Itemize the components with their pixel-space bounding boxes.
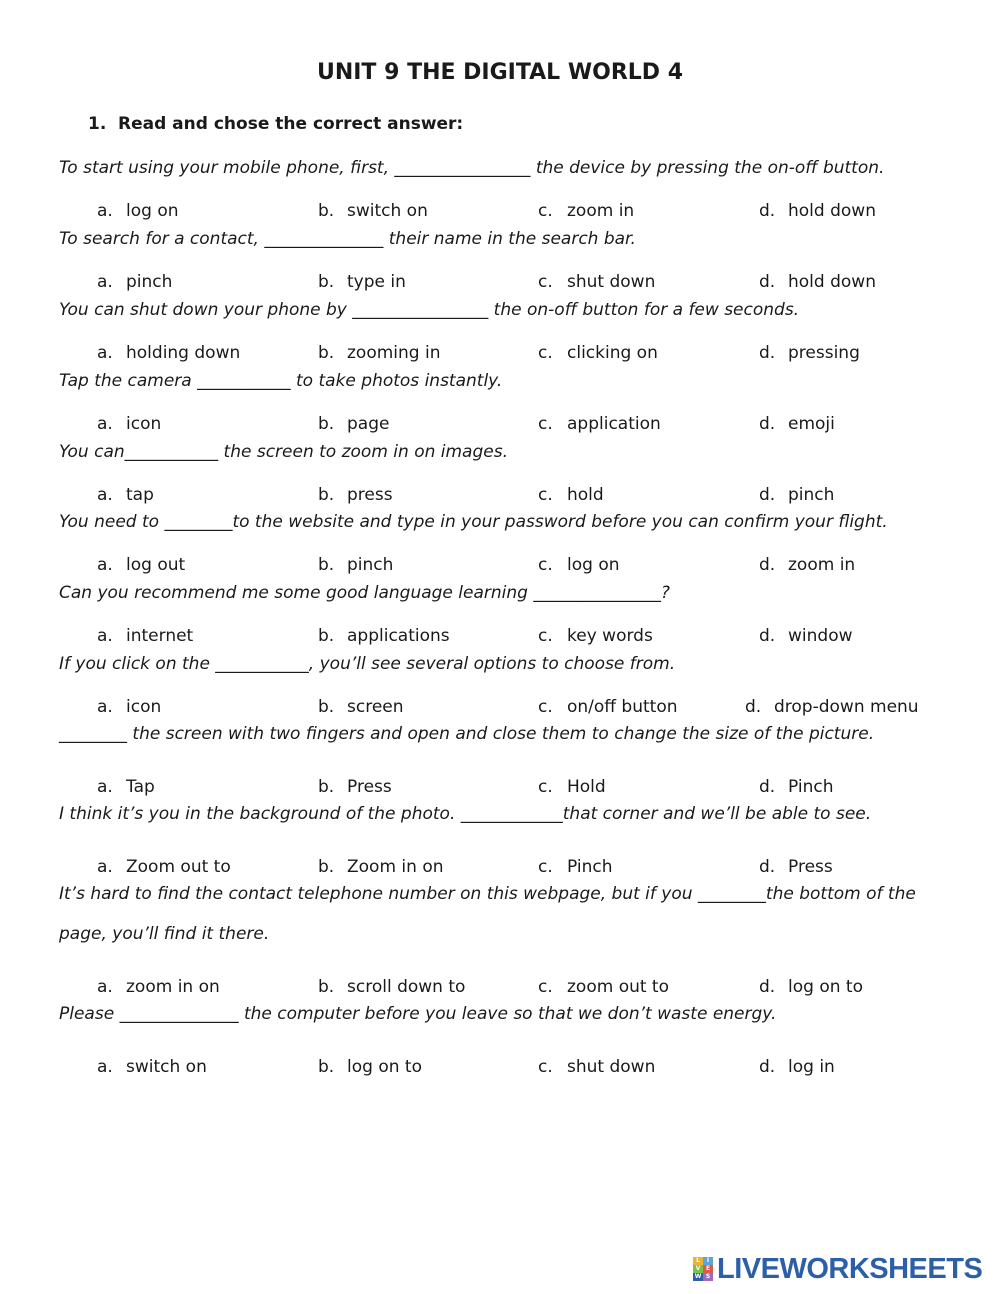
option-label: key words bbox=[567, 626, 653, 646]
option-label: zoom in bbox=[567, 201, 635, 221]
option-letter: b. bbox=[318, 343, 335, 363]
liveworksheets-logo bbox=[693, 1254, 982, 1284]
option-a[interactable] bbox=[97, 414, 161, 434]
option-letter: c. bbox=[538, 414, 553, 434]
option-d[interactable] bbox=[759, 626, 853, 646]
option-letter: a. bbox=[97, 201, 113, 221]
option-b[interactable] bbox=[318, 626, 450, 646]
option-a[interactable] bbox=[97, 1057, 207, 1077]
option-letter: c. bbox=[538, 555, 553, 575]
option-letter: d. bbox=[759, 555, 776, 575]
option-label: pinch bbox=[126, 272, 173, 292]
option-label: hold down bbox=[788, 272, 876, 292]
option-letter: d. bbox=[759, 414, 776, 434]
option-label: holding down bbox=[126, 343, 241, 363]
option-letter: c. bbox=[538, 201, 553, 221]
option-a[interactable] bbox=[97, 555, 185, 575]
option-label: zoom in on bbox=[126, 977, 220, 997]
option-letter: d. bbox=[759, 857, 776, 877]
question-text: Can you recommend me some good language learning _______________? bbox=[59, 583, 670, 603]
question-text: Please ______________ the computer before you leave so that we don’t waste energy. bbox=[59, 1004, 777, 1024]
option-label: Pinch bbox=[788, 777, 834, 797]
option-label: shut down bbox=[567, 272, 656, 292]
option-letter: b. bbox=[318, 1057, 335, 1077]
option-letter: a. bbox=[97, 485, 113, 505]
option-b[interactable] bbox=[318, 1057, 422, 1077]
section-heading bbox=[88, 114, 463, 134]
option-c[interactable] bbox=[538, 201, 634, 221]
option-label: scroll down to bbox=[347, 977, 466, 997]
option-letter: c. bbox=[538, 1057, 553, 1077]
option-label: icon bbox=[126, 697, 162, 717]
option-label: application bbox=[567, 414, 661, 434]
option-letter: b. bbox=[318, 272, 335, 292]
section-number: 1. bbox=[88, 114, 107, 134]
option-letter: d. bbox=[759, 777, 776, 797]
option-c[interactable] bbox=[538, 1057, 655, 1077]
option-label: on/off button bbox=[567, 697, 678, 717]
option-label: pinch bbox=[347, 555, 394, 575]
option-letter: a. bbox=[97, 343, 113, 363]
option-label: pressing bbox=[788, 343, 860, 363]
option-a[interactable] bbox=[97, 272, 172, 292]
logo-tile: E bbox=[703, 1265, 713, 1273]
logo-tile: L bbox=[693, 1257, 703, 1265]
option-letter: a. bbox=[97, 272, 113, 292]
logo-tile: I bbox=[703, 1257, 713, 1265]
option-label: zoom in bbox=[788, 555, 856, 575]
option-label: hold bbox=[567, 485, 604, 505]
option-letter: b. bbox=[318, 857, 335, 877]
option-c[interactable] bbox=[538, 272, 655, 292]
option-label: log on to bbox=[788, 977, 863, 997]
option-letter: d. bbox=[759, 485, 776, 505]
option-letter: d. bbox=[759, 201, 776, 221]
option-d[interactable] bbox=[759, 272, 876, 292]
option-label: hold down bbox=[788, 201, 876, 221]
option-letter: d. bbox=[759, 977, 776, 997]
logo-tile: W bbox=[694, 1273, 702, 1280]
option-d[interactable] bbox=[759, 1057, 835, 1077]
option-label: Press bbox=[347, 777, 392, 797]
option-c[interactable] bbox=[538, 626, 653, 646]
option-letter: c. bbox=[538, 343, 553, 363]
liveworksheets-logo-text: LIVEWORKSHEETS bbox=[717, 1252, 983, 1285]
option-label: internet bbox=[126, 626, 194, 646]
option-label: Zoom out to bbox=[126, 857, 231, 877]
option-label: log on bbox=[126, 201, 179, 221]
option-letter: c. bbox=[538, 857, 553, 877]
question-text: ________ the screen with two fingers and open and close them to change the size of the picture. bbox=[59, 724, 875, 744]
option-label: log on bbox=[567, 555, 620, 575]
option-letter: b. bbox=[318, 201, 335, 221]
option-b[interactable] bbox=[318, 414, 389, 434]
option-a[interactable] bbox=[97, 343, 240, 363]
option-label: pinch bbox=[788, 485, 835, 505]
option-a[interactable] bbox=[97, 626, 193, 646]
question-text: You need to ________to the website and type in your password before you can confirm your flight. bbox=[59, 512, 888, 532]
option-label: Pinch bbox=[567, 857, 613, 877]
option-label: icon bbox=[126, 414, 162, 434]
question-text: You can shut down your phone by ________________ the on-off button for a few seconds. bbox=[59, 300, 800, 320]
option-label: clicking on bbox=[567, 343, 658, 363]
question-text: To search for a contact, ______________ their name in the search bar. bbox=[59, 229, 636, 249]
option-letter: c. bbox=[538, 485, 553, 505]
option-d[interactable] bbox=[759, 343, 860, 363]
option-letter: b. bbox=[318, 555, 335, 575]
option-letter: a. bbox=[97, 777, 113, 797]
option-label: switch on bbox=[347, 201, 428, 221]
logo-tile: S bbox=[703, 1273, 713, 1281]
question-text: If you click on the ___________, you’ll see several options to choose from. bbox=[59, 654, 676, 674]
option-letter: a. bbox=[97, 697, 113, 717]
option-letter: b. bbox=[318, 777, 335, 797]
option-label: page bbox=[347, 414, 390, 434]
section-title: Read and chose the correct answer: bbox=[118, 114, 464, 134]
option-label: switch on bbox=[126, 1057, 207, 1077]
option-label: log on to bbox=[347, 1057, 422, 1077]
option-letter: d. bbox=[759, 343, 776, 363]
question-text: Tap the camera ___________ to take photos instantly. bbox=[59, 371, 503, 391]
option-c[interactable] bbox=[538, 555, 620, 575]
option-label: log out bbox=[126, 555, 186, 575]
option-letter: a. bbox=[97, 1057, 113, 1077]
question-text: You can___________ the screen to zoom in on images. bbox=[59, 442, 508, 462]
option-letter: c. bbox=[538, 697, 553, 717]
liveworksheets-logo-icon bbox=[693, 1257, 713, 1281]
question-text: I think it’s you in the background of the photo. ____________that corner and we’ll be able to see. bbox=[59, 804, 872, 824]
option-letter: d. bbox=[759, 626, 776, 646]
option-label: zooming in bbox=[347, 343, 441, 363]
logo-tile: V bbox=[693, 1265, 703, 1273]
option-letter: a. bbox=[97, 857, 113, 877]
option-label: window bbox=[788, 626, 853, 646]
option-letter: a. bbox=[97, 977, 113, 997]
option-d[interactable] bbox=[759, 555, 855, 575]
question-text: To start using your mobile phone, first, ________________ the device by pressing the on-off button. bbox=[59, 158, 885, 178]
option-b[interactable] bbox=[318, 555, 393, 575]
option-label: type in bbox=[347, 272, 406, 292]
option-c[interactable] bbox=[538, 414, 661, 434]
option-letter: c. bbox=[538, 626, 553, 646]
option-label: Zoom in on bbox=[347, 857, 444, 877]
option-letter: c. bbox=[538, 272, 553, 292]
question-text: It’s hard to find the contact telephone number on this webpage, but if you ________the bottom of the page, you’ll find it there. bbox=[59, 884, 916, 944]
option-label: press bbox=[347, 485, 393, 505]
options-row bbox=[0, 1057, 1000, 1081]
option-label: applications bbox=[347, 626, 450, 646]
option-label: zoom out to bbox=[567, 977, 669, 997]
option-letter: d. bbox=[745, 697, 762, 717]
option-label: log in bbox=[788, 1057, 835, 1077]
option-d[interactable] bbox=[759, 201, 876, 221]
option-label: tap bbox=[126, 485, 154, 505]
option-letter: b. bbox=[318, 414, 335, 434]
option-b[interactable] bbox=[318, 272, 406, 292]
option-letter: d. bbox=[759, 272, 776, 292]
option-letter: a. bbox=[97, 626, 113, 646]
option-label: Hold bbox=[567, 777, 606, 797]
option-letter: c. bbox=[538, 977, 553, 997]
option-letter: b. bbox=[318, 977, 335, 997]
option-label: drop-down menu bbox=[774, 697, 919, 717]
option-label: shut down bbox=[567, 1057, 656, 1077]
option-label: Tap bbox=[126, 777, 155, 797]
option-label: screen bbox=[347, 697, 404, 717]
option-b[interactable] bbox=[318, 343, 440, 363]
option-d[interactable] bbox=[759, 414, 835, 434]
option-letter: b. bbox=[318, 697, 335, 717]
option-letter: a. bbox=[97, 555, 113, 575]
option-label: Press bbox=[788, 857, 833, 877]
option-b[interactable] bbox=[318, 201, 428, 221]
option-c[interactable] bbox=[538, 343, 658, 363]
page-title: UNIT 9 THE DIGITAL WORLD 4 bbox=[316, 60, 684, 85]
option-letter: b. bbox=[318, 626, 335, 646]
option-letter: a. bbox=[97, 414, 113, 434]
option-letter: b. bbox=[318, 485, 335, 505]
option-letter: d. bbox=[759, 1057, 776, 1077]
option-letter: c. bbox=[538, 777, 553, 797]
option-a[interactable] bbox=[97, 201, 179, 221]
option-label: emoji bbox=[788, 414, 835, 434]
